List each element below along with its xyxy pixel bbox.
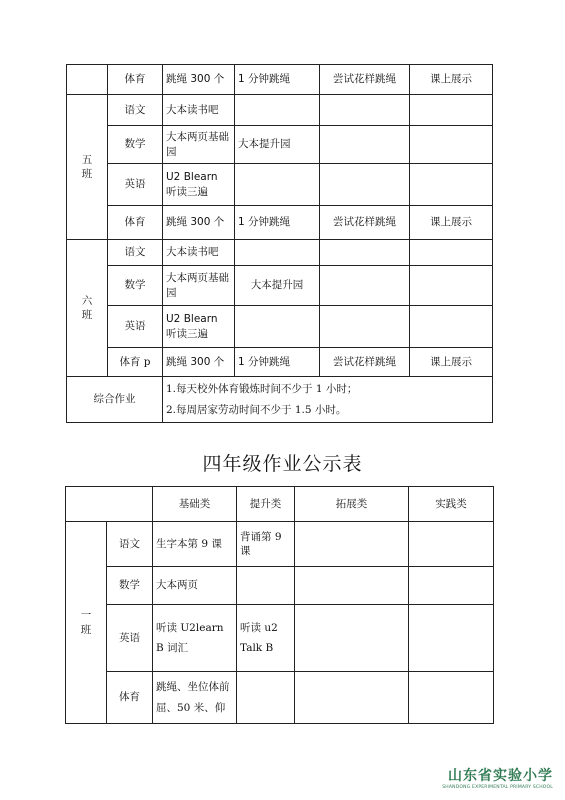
table-row xyxy=(66,567,494,605)
class-name-line: 班 xyxy=(80,623,92,636)
class-name-cell xyxy=(67,240,108,377)
extend-cell: 尝试花样跳绳 xyxy=(320,65,410,95)
class-name-line: 五 xyxy=(81,153,93,166)
table-row xyxy=(66,672,494,724)
basic-cell: U2 Blearn 听读三遍 xyxy=(163,164,235,206)
class-name-line: 一 xyxy=(80,609,92,622)
improve-cell: 1 分钟跳绳 xyxy=(235,206,320,240)
subject-cell: 体育 xyxy=(108,65,163,95)
practice-cell: 课上展示 xyxy=(410,348,493,377)
table-row xyxy=(67,348,493,377)
improve-cell: 大本提升园 xyxy=(235,126,320,164)
extend-cell: 尝试花样跳绳 xyxy=(320,348,410,377)
table-row xyxy=(67,206,493,240)
table-row xyxy=(67,126,493,164)
subject-cell: 体育 xyxy=(108,206,163,240)
practice-cell: 课上展示 xyxy=(410,65,493,95)
overall-content: 1.每天校外体育锻炼时间不少于 1 小时； 2.每周居家劳动时间不少于 1.5 小时。 xyxy=(163,377,493,423)
subject-cell: 英语 xyxy=(107,605,153,672)
table-header-row xyxy=(66,487,494,522)
table-row xyxy=(67,306,493,348)
basic-cell: 大本读书吧 xyxy=(163,95,235,126)
class-cell-prev xyxy=(67,65,108,95)
header-improve: 提升类 xyxy=(237,487,295,522)
subject-cell: 数学 xyxy=(108,266,163,306)
subject-cell: 数学 xyxy=(107,567,153,605)
school-logo-name: 山东省实验小学 xyxy=(448,768,553,784)
subject-cell: 体育 p xyxy=(108,348,163,377)
basic-cell: U2 Blearn 听读三遍 xyxy=(163,306,235,348)
class-name-line: 六 xyxy=(81,294,93,307)
table-row xyxy=(67,240,493,266)
basic-cell: 听读 U2learn B 词汇 xyxy=(153,605,237,672)
basic-cell: 跳绳 300 个 xyxy=(163,65,235,95)
page-title: 四年级作业公示表 xyxy=(202,453,363,475)
class-name-line: 班 xyxy=(81,168,93,180)
school-logo xyxy=(442,765,553,790)
practice-cell: 课上展示 xyxy=(410,206,493,240)
subject-cell: 语文 xyxy=(108,240,163,266)
header-extend: 拓展类 xyxy=(295,487,409,522)
subject-cell: 语文 xyxy=(107,522,153,567)
table-row xyxy=(66,605,494,672)
improve-cell: 1 分钟跳绳 xyxy=(235,348,320,377)
subject-cell: 数学 xyxy=(108,126,163,164)
basic-cell: 大本两页基础园 xyxy=(163,126,235,164)
basic-cell: 大本读书吧 xyxy=(163,240,235,266)
basic-cell: 跳绳 300 个 xyxy=(163,206,235,240)
grade-table-top xyxy=(66,64,493,423)
table-row xyxy=(66,522,494,567)
header-practice: 实践类 xyxy=(409,487,494,522)
subject-cell: 体育 xyxy=(107,672,153,724)
grade4-table xyxy=(65,486,494,724)
basic-cell: 跳绳、坐位体前 屈、50 米、仰 xyxy=(153,672,237,724)
improve-cell: 背诵第 9 课 xyxy=(237,522,295,567)
table-row xyxy=(67,266,493,306)
improve-cell: 听读 u2 Talk B xyxy=(237,605,295,672)
class-name-cell xyxy=(67,95,108,240)
basic-cell: 大本两页 xyxy=(153,567,237,605)
improve-cell: 1 分钟跳绳 xyxy=(235,65,320,95)
subject-cell: 英语 xyxy=(108,306,163,348)
table-row xyxy=(67,65,493,95)
class-name-line: 班 xyxy=(81,309,93,321)
table-row xyxy=(67,164,493,206)
table-row xyxy=(67,377,493,423)
table-row xyxy=(67,95,493,126)
improve-cell: 大本提升园 xyxy=(235,266,320,306)
school-logo-subtitle: SHANDONG EXPERIMENTAL PRIMARY SCHOOL xyxy=(442,785,553,790)
subject-cell: 英语 xyxy=(108,164,163,206)
class-name-cell xyxy=(66,522,107,724)
basic-cell: 跳绳 300 个 xyxy=(163,348,235,377)
overall-label: 综合作业 xyxy=(67,377,163,423)
header-basic: 基础类 xyxy=(153,487,237,522)
basic-cell: 大本两页基础园 xyxy=(163,266,235,306)
basic-cell: 生字本第 9 课 xyxy=(153,522,237,567)
extend-cell: 尝试花样跳绳 xyxy=(320,206,410,240)
subject-cell: 语文 xyxy=(108,95,163,126)
